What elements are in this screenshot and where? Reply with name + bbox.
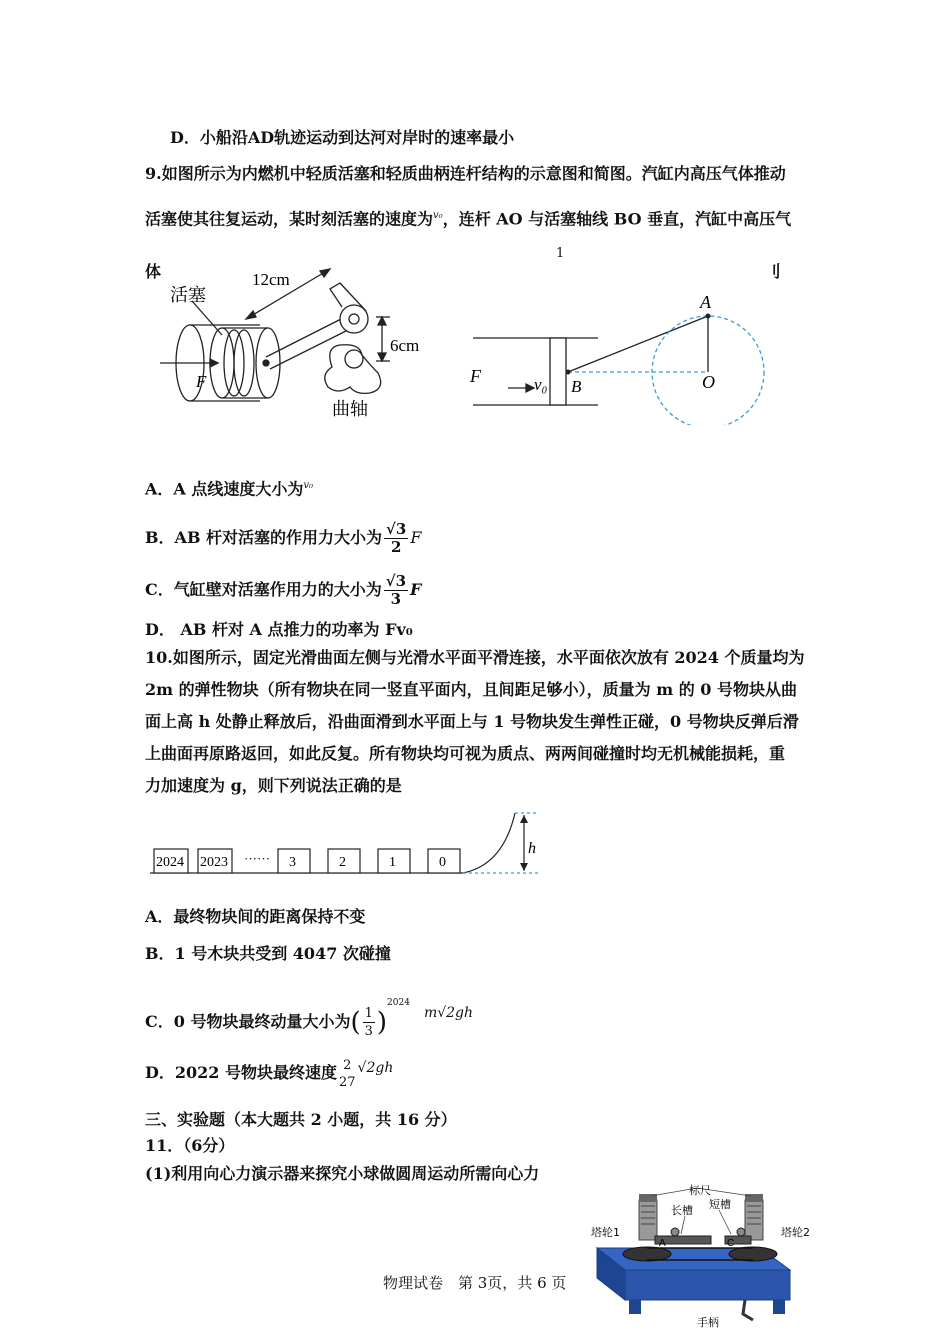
q9-option-a-text: A．A 点线速度大小为 bbox=[145, 479, 304, 499]
apparatus-ruler-label: 标尺 bbox=[689, 1184, 711, 1197]
q10-stem-line5: 力加速度为 g，则下列说法正确的是 bbox=[145, 776, 402, 795]
fig2-v0-label: v₀ bbox=[534, 375, 548, 394]
q10-option-d-num: 2 bbox=[343, 1057, 352, 1073]
q9-option-c-text: C．气缸壁对活塞作用力的大小为 bbox=[145, 580, 382, 599]
q9-option-b-text: B．AB 杆对活塞的作用力大小为 bbox=[145, 528, 383, 547]
q10-option-d-den: 27 bbox=[338, 1074, 356, 1090]
q8-option-d: D．小船沿AD轨迹运动到达河对岸时的速率最小 bbox=[170, 128, 515, 147]
q9-stem-line3-a: 体 bbox=[145, 262, 162, 281]
q10-option-b: B．1 号木块共受到 4047 次碰撞 bbox=[145, 944, 391, 963]
piston-crank-diagram bbox=[160, 255, 450, 430]
fig1-length-label: 12cm bbox=[252, 270, 290, 289]
q9-stem-line2-b: ，连杆 AO 与活塞轴线 BO 垂直，汽缸中高压气 bbox=[442, 209, 792, 229]
q10-stem-line2: 2m 的弹性物块（所有物块在同一竖直平面内，且间距足够小），质量为 m 的 0 号物块从曲 bbox=[145, 680, 797, 699]
q9-option-b-fraction bbox=[384, 521, 408, 556]
block-2-label: 2 bbox=[339, 855, 346, 870]
q10-option-d-speed: √2gh bbox=[357, 1060, 394, 1076]
block-2024-label: 2024 bbox=[156, 855, 184, 870]
q11-part1: (1)利用向心力演示器来探究小球做圆周运动所需向心力 bbox=[145, 1164, 540, 1183]
fig1-piston-label: 活塞 bbox=[170, 285, 206, 306]
centripetal-force-apparatus bbox=[585, 1180, 820, 1330]
q10-option-d bbox=[145, 1046, 393, 1095]
q9-option-c-den: 3 bbox=[390, 590, 402, 608]
apparatus-wheel2-label: 塔轮2 bbox=[781, 1226, 810, 1239]
apparatus-C-label: C bbox=[727, 1238, 735, 1249]
fig1-crank-label: 曲轴 bbox=[332, 399, 368, 420]
apparatus-handle-label: 手柄 bbox=[697, 1316, 719, 1329]
blocks-slope-diagram bbox=[148, 805, 543, 880]
q10-stem-line1: 10.如图所示，固定光滑曲面左侧与光滑水平面平滑连接，水平面依次放有 2024 个质量均为 bbox=[145, 648, 805, 667]
apparatus-wheel1-label: 塔轮1 bbox=[591, 1226, 620, 1239]
q9-option-c-num: √3 bbox=[385, 572, 407, 590]
right-paren: ) bbox=[376, 1007, 388, 1038]
fig2-B-label: B bbox=[571, 377, 582, 396]
piston-crank-simplified-diagram bbox=[468, 290, 773, 425]
q10-stem-line4: 上曲面再原路返回，如此反复。所有物块均可视为质点、两两间碰撞时均无机械能损耗，重 bbox=[145, 744, 786, 763]
q9-option-b bbox=[145, 518, 421, 558]
fig1-height-label: 6cm bbox=[390, 336, 420, 355]
height-h-label: h bbox=[528, 840, 536, 857]
q9-option-a-v0: v₀ bbox=[303, 480, 314, 491]
q9-option-a bbox=[145, 476, 313, 499]
ellipsis-label: ······ bbox=[244, 851, 270, 866]
fig2-O-label: O bbox=[702, 372, 715, 392]
page-footer: 物理试卷 第 3页，共 6 页 bbox=[383, 1274, 567, 1292]
q9-option-b-num: √3 bbox=[386, 520, 407, 538]
q10-option-c-num: 1 bbox=[364, 1006, 373, 1021]
q10-option-c-den: 3 bbox=[364, 1024, 373, 1039]
q9-stem-line2-a: 活塞使其往复运动，某时刻活塞的速度为 bbox=[145, 209, 434, 229]
q9-option-b-den: 2 bbox=[390, 538, 402, 556]
apparatus-short-slot-label: 短槽 bbox=[709, 1198, 731, 1211]
q9-option-c bbox=[145, 570, 421, 610]
block-2023-label: 2023 bbox=[200, 855, 228, 870]
q11-header: 11．（6分） bbox=[145, 1136, 235, 1155]
section3-title: 三、实验题（本大题共 2 小题，共 16 分） bbox=[145, 1110, 457, 1129]
block-0-label: 0 bbox=[439, 855, 446, 870]
fig2-A-label: A bbox=[700, 292, 711, 312]
left-paren: ( bbox=[350, 1007, 361, 1038]
stray-mark: 1 bbox=[556, 246, 565, 261]
q9-option-c-F: F bbox=[410, 580, 422, 599]
apparatus-long-slot-label: 长槽 bbox=[671, 1204, 693, 1217]
q9-option-b-F: F bbox=[410, 528, 422, 547]
q10-option-d-text: D．2022 号物块最终速度 bbox=[145, 1063, 337, 1082]
fig1-force-label: F bbox=[196, 372, 207, 391]
apparatus-A-label: A bbox=[659, 1238, 666, 1249]
block-1-label: 1 bbox=[389, 855, 396, 870]
q9-option-d: D． AB 杆对 A 点推力的功率为 Fv₀ bbox=[145, 620, 413, 639]
q10-option-c bbox=[145, 978, 473, 1048]
q10-option-c-text: C．0 号物块最终动量大小为 bbox=[145, 1012, 351, 1031]
q9-stem-line3-b: 刂 bbox=[765, 262, 782, 281]
q10-stem-line3: 面上高 h 处静止释放后，沿曲面滑到水平面上与 1 号物块发生弹性正碰，0 号物块反弹后滑 bbox=[145, 712, 799, 731]
q10-option-c-exponent: 2024 bbox=[387, 998, 410, 1008]
q9-option-c-fraction bbox=[384, 573, 408, 608]
q9-v0-symbol: v₀ bbox=[433, 210, 443, 221]
q10-option-a: A．最终物块间的距离保持不变 bbox=[145, 907, 366, 926]
q10-option-c-momentum: m√2gh bbox=[423, 1005, 474, 1021]
q10-option-c-fraction bbox=[363, 1005, 375, 1040]
q10-option-d-fraction bbox=[339, 1057, 356, 1091]
block-3-label: 3 bbox=[289, 855, 296, 870]
fig2-F-label: F bbox=[470, 366, 481, 386]
q9-stem-line2 bbox=[145, 206, 791, 229]
q9-stem-line1: 9.如图所示为内燃机中轻质活塞和轻质曲柄连杆结构的示意图和简图。汽缸内高压气体推动 bbox=[145, 164, 786, 183]
